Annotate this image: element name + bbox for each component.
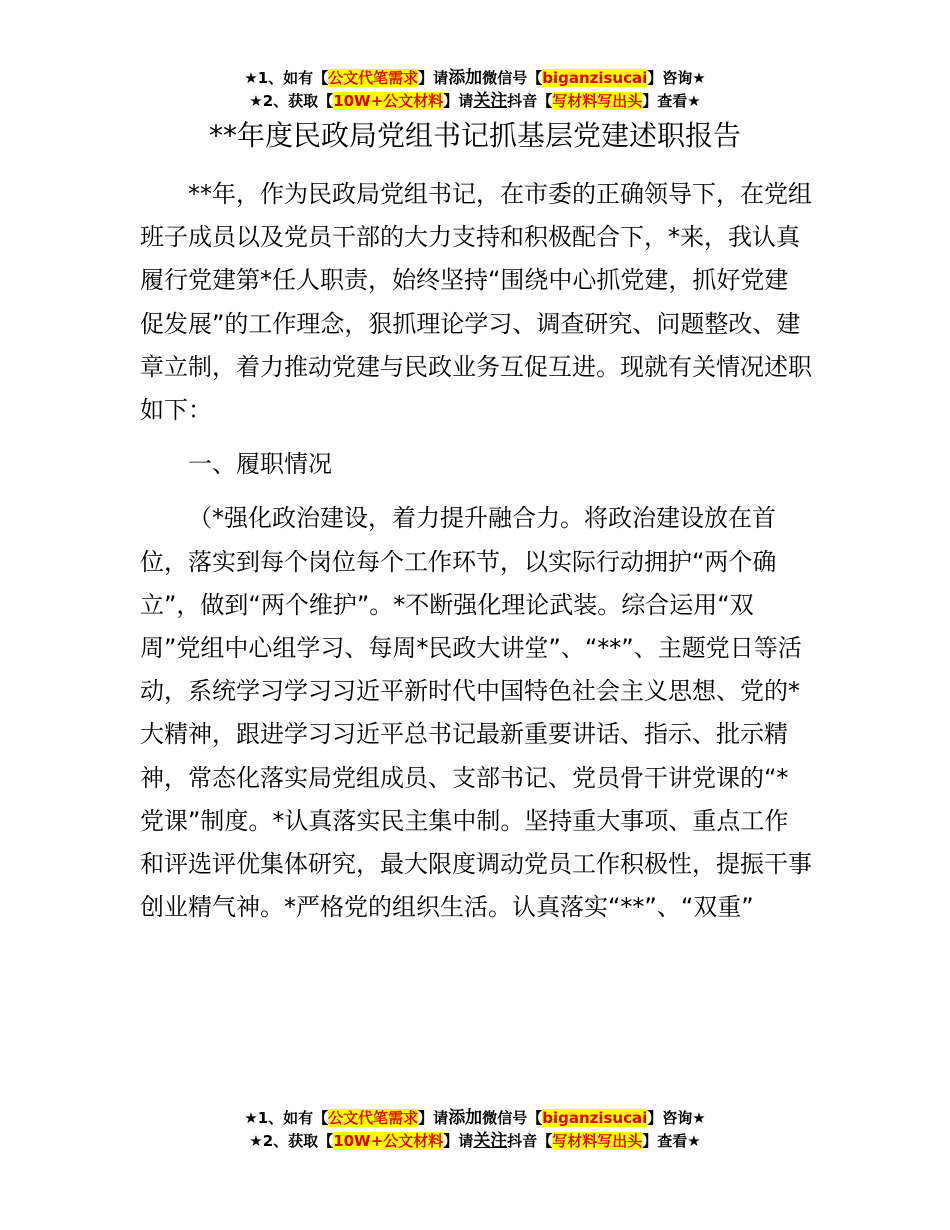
promo-line-2-suffix: 】查看★	[642, 92, 701, 110]
promo-footer	[0, 1107, 950, 1153]
promo-line-2-prefix: ★2、获取【	[249, 92, 334, 110]
promo-line-1-mid2: 微信号【	[482, 1109, 543, 1127]
promo-keyword-wechat-id: biganzisucai	[542, 1109, 648, 1127]
promo-keyword-materials: 10W+公文材料	[333, 92, 444, 110]
promo-keyword-wechat-id: biganzisucai	[542, 69, 648, 87]
promo-emphasis-add: 添加	[448, 68, 483, 88]
promo-line-2-mid2: 抖音【	[507, 92, 553, 110]
promo-line-1-prefix: ★1、如有【	[244, 1109, 329, 1127]
promo-keyword-materials: 10W+公文材料	[333, 1132, 444, 1150]
document-body	[140, 173, 812, 929]
promo-line-1-mid2: 微信号【	[482, 69, 543, 87]
promo-header	[0, 67, 950, 113]
promo-keyword-ghostwriting: 公文代笔需求	[328, 1109, 419, 1127]
promo-emphasis-follow: 关注	[473, 91, 508, 111]
promo-line-1-suffix: 】咨询★	[647, 69, 706, 87]
promo-line-2-mid: 】请	[443, 1132, 474, 1150]
promo-keyword-douyin: 写材料写出头	[552, 1132, 643, 1150]
document-title: **年度民政局党组书记抓基层党建述职报告	[208, 119, 741, 152]
promo-emphasis-add: 添加	[448, 1108, 483, 1128]
promo-emphasis-follow: 关注	[473, 1131, 508, 1151]
promo-line-2-mid: 】请	[443, 92, 474, 110]
promo-line-2	[0, 90, 950, 113]
section-paragraph: （*强化政治建设，着力提升融合力。将政治建设放在首位，落实到每个岗位每个工作环节，以实际行动拥护“两个确立”，做到“两个维护”。*不断强化理论武装。综合运用“双周”党组中心组学习、每周*民政大讲堂”、“**”、主题党日等活动，系统学习学习习近平新时代中国特色社会主义思想、党的*大精神，跟进学习习近平总书记最新重要讲话、指示、批示精神，常态化落实局党组成员、支部书记、党员骨干讲党课的“*党课”制度。*认真落实民主集中制。坚持重大事项、重点工作和评选评优集体研究，最大限度调动党员工作积极性，提振干事创业精气神。*严格党的组织生活。认真落实“**”、“双重”	[140, 504, 812, 922]
promo-line-1	[0, 1107, 950, 1130]
promo-line-1-prefix: ★1、如有【	[244, 69, 329, 87]
promo-line-1-suffix: 】咨询★	[647, 1109, 706, 1127]
promo-keyword-ghostwriting: 公文代笔需求	[328, 69, 419, 87]
promo-keyword-douyin: 写材料写出头	[552, 92, 643, 110]
promo-line-2-suffix: 】查看★	[642, 1132, 701, 1150]
promo-line-2	[0, 1130, 950, 1153]
promo-line-1-mid: 】请	[418, 1109, 449, 1127]
promo-line-2-prefix: ★2、获取【	[249, 1132, 334, 1150]
intro-paragraph: **年，作为民政局党组书记，在市委的正确领导下，在党组班子成员以及党员干部的大力支持和积极配合下，*来，我认真履行党建第*任人职责，始终坚持“围绕中心抓党建，抓好党建促发展”的工作理念，狠抓理论学习、调查研究、问题整改、建章立制，着力推动党建与民政业务互促互进。现就有关情况述职如下：	[140, 180, 812, 425]
promo-line-1	[0, 67, 950, 90]
promo-line-2-mid2: 抖音【	[507, 1132, 553, 1150]
promo-line-1-mid: 】请	[418, 69, 449, 87]
section-heading: 一、履职情况	[188, 450, 332, 479]
